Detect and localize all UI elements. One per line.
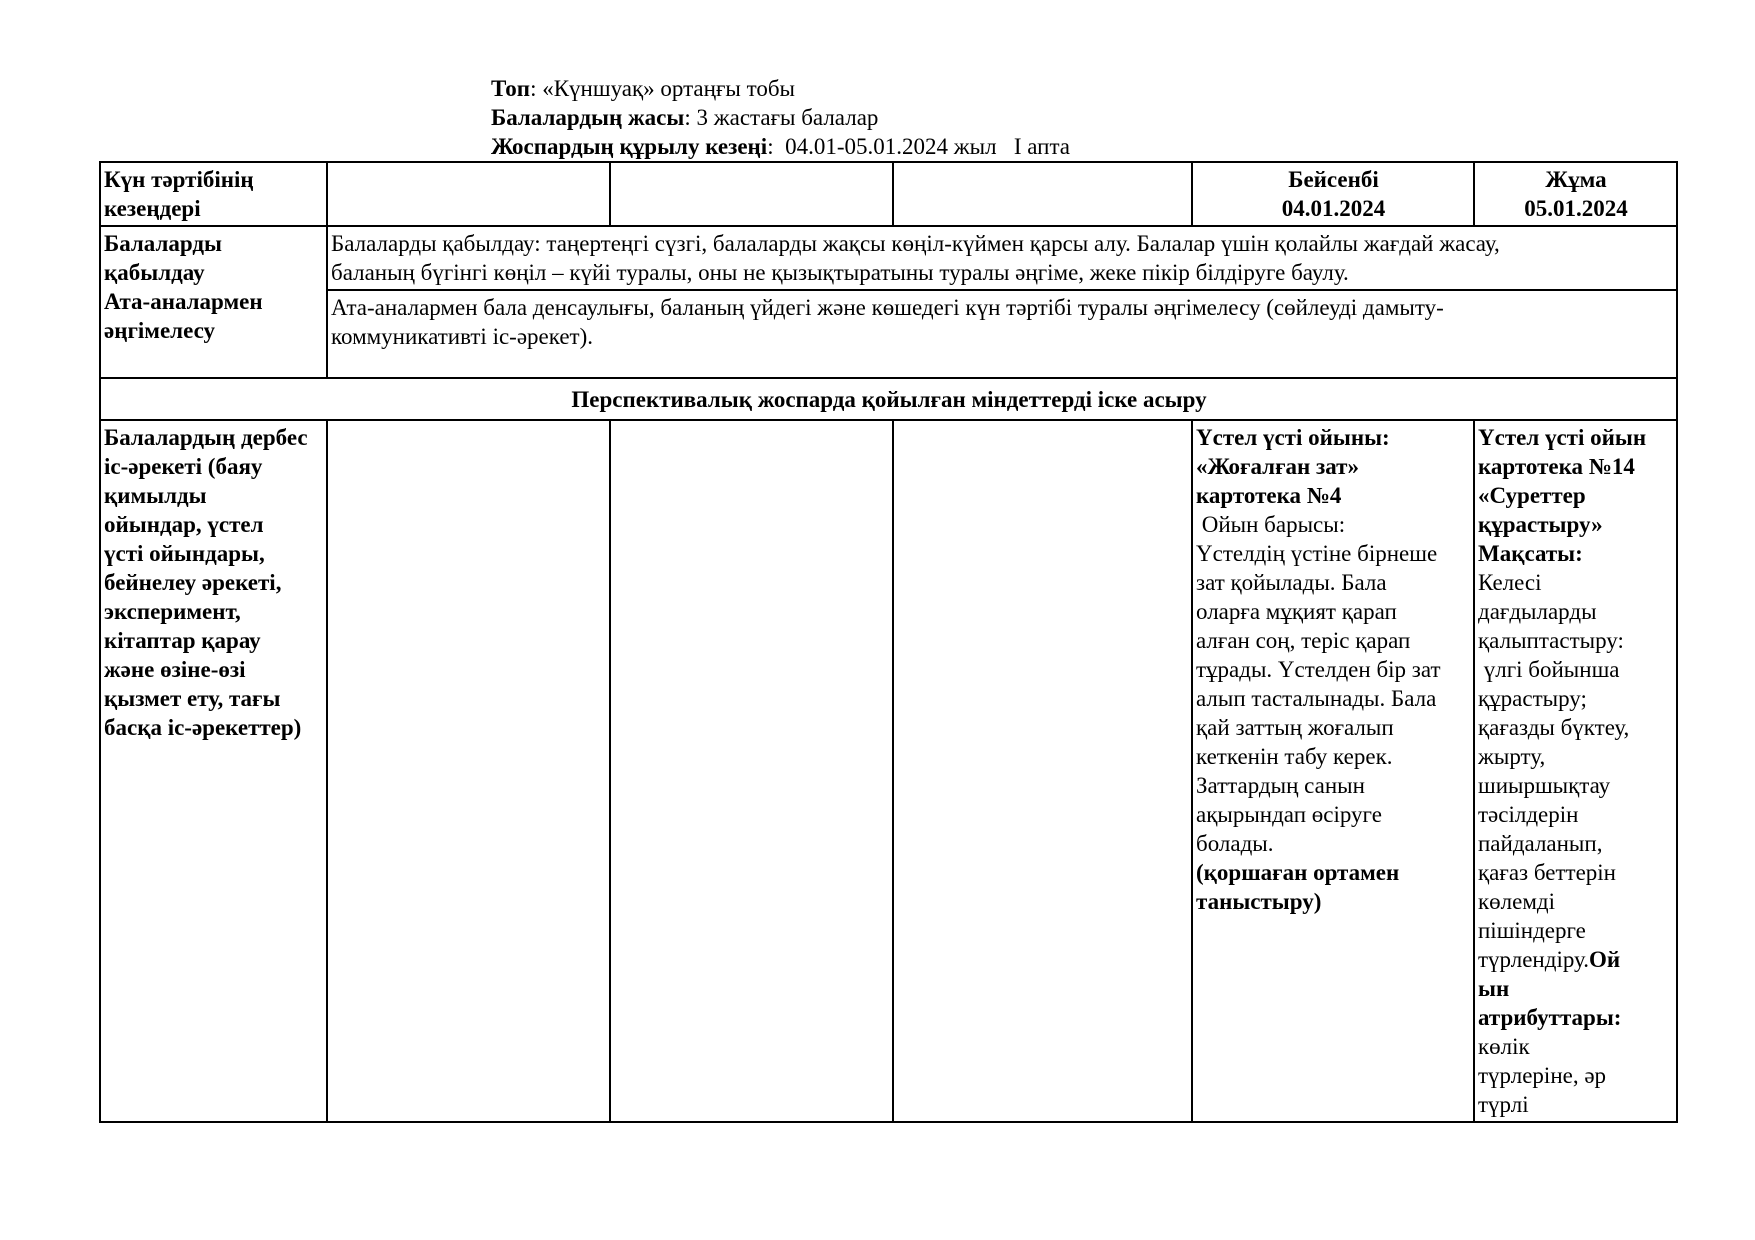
thursday-activity: Үстел үсті ойыны: «Жоғалған зат» картотека №4 Ойын барысы: Үстелдің үстіне бірнеше зат қойылады. Бала оларға мұқият қарап алған соң, теріс қарап тұрады. Үстелден бір зат алып тасталынады. Бала қай заттың жоғалып кеткенін табу керек. Заттардың санын ақырындап өсіруге болады. (қоршаған ортамен таныстыру): [1192, 420, 1474, 1122]
parents-text: Ата-аналармен бала денсаулығы, баланың үйдегі және көшедегі күн тәртібі туралы әңгімелесу (сөйлеуді дамыту- коммуникативті іс-әрекет).: [327, 290, 1677, 378]
group-value: : «Күншуақ» ортаңғы тобы: [530, 76, 795, 101]
table-header-row: [100, 162, 1677, 226]
reception-label: Балаларды қабылдау Ата-аналармен әңгімелесу: [100, 226, 327, 378]
thursday-name: Бейсенбі: [1288, 167, 1379, 192]
tuesday-header-empty: [610, 162, 893, 226]
plan-table: [99, 161, 1678, 1123]
period-line: [491, 132, 1070, 161]
document-header: [491, 74, 1070, 161]
wednesday-header-empty: [893, 162, 1192, 226]
wednesday-activity-empty: [893, 420, 1192, 1122]
section-title: Перспективалық жоспарда қойылған міндеттерді іске асыру: [100, 378, 1677, 420]
period-value: : 04.01-05.01.2024 жыл I апта: [767, 134, 1070, 159]
friday-name: Жұма: [1545, 167, 1607, 192]
activity-row: [100, 420, 1677, 1122]
friday-activity: Үстел үсті ойын картотека №14 «Суреттер құрастыру» Мақсаты: Келесі дағдыларды қалыптастыру: үлгі бойынша құрастыру; қағазды бүктеу, жырту, шиыршықтау тәсілдерін пайдаланып, қағаз беттерін көлемді пішіндерге түрлендіру.Ой ын атрибуттары: көлік түрлеріне, әр түрлі: [1474, 420, 1677, 1122]
thursday-header: [1192, 162, 1474, 226]
activity-label: Балалардың дербес іс-әрекеті (баяу қимылды ойындар, үстел үсті ойындары, бейнелеу әрекеті, эксперимент, кітаптар қарау және өзіне-өзі қызмет ету, тағы басқа іс-әрекеттер): [100, 420, 327, 1122]
group-label: Топ: [491, 76, 531, 101]
friday-date: 05.01.2024: [1524, 196, 1628, 221]
age-label: Балалардың жасы: [491, 105, 685, 130]
age-value: : 3 жастағы балалар: [684, 105, 879, 130]
reception-text: Балаларды қабылдау: таңертеңгі сүзгі, балаларды жақсы көңіл-күймен қарсы алу. Балалар үшін қолайлы жағдай жасау, баланың бүгінгі көңіл – күйі туралы, оны не қызықтыратыны туралы әңгіме, жеке пікір білдіруге баулу.: [327, 226, 1677, 290]
monday-header-empty: [327, 162, 610, 226]
thursday-date: 04.01.2024: [1281, 196, 1386, 221]
period-label: Жоспардың құрылу кезеңі: [491, 134, 768, 159]
age-line: [491, 103, 1070, 132]
tuesday-activity-empty: [610, 420, 893, 1122]
monday-activity-empty: [327, 420, 610, 1122]
schedule-stages-header: Күн тәртібінің кезеңдері: [100, 162, 327, 226]
section-row: [100, 378, 1677, 420]
reception-row: [100, 226, 1677, 290]
friday-header: [1474, 162, 1677, 226]
group-line: [491, 74, 1070, 103]
parents-row: [100, 290, 1677, 378]
